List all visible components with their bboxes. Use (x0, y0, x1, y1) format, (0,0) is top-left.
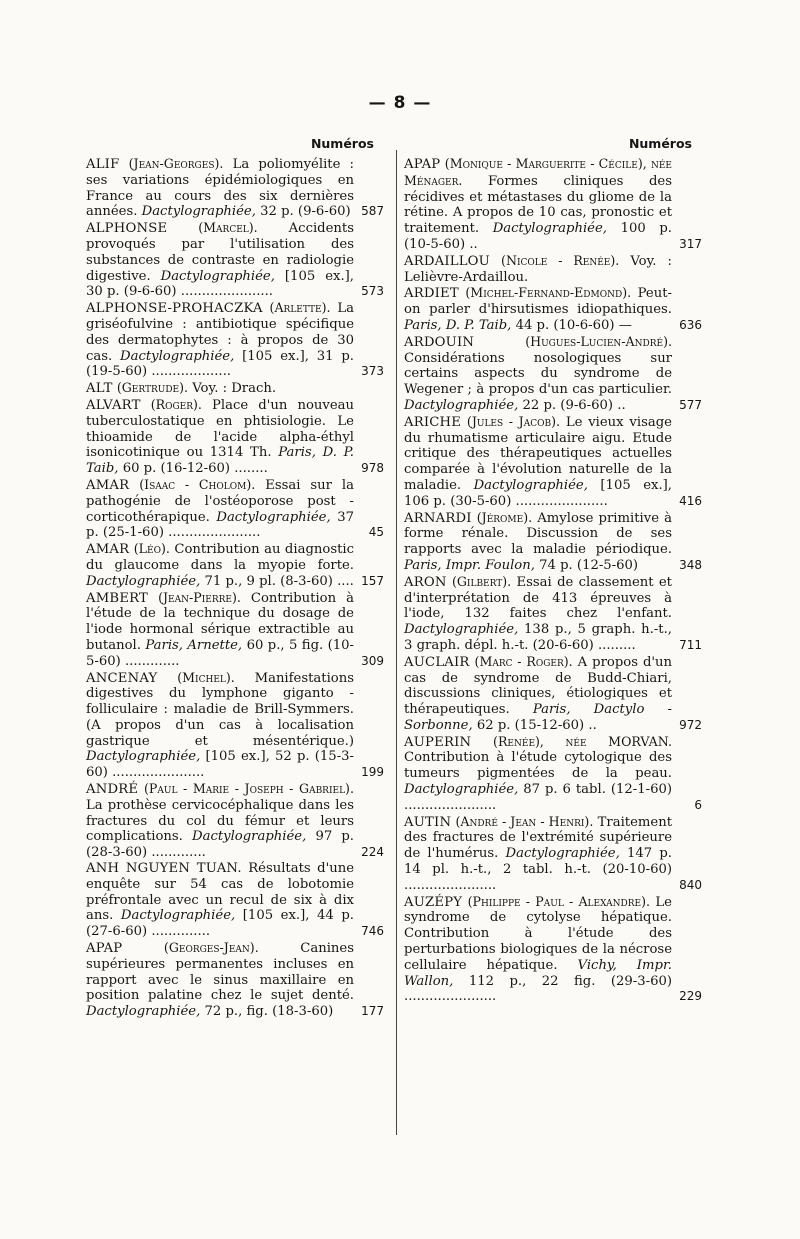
author-name: AUPERIN (404, 734, 472, 750)
left-column (86, 132, 384, 1020)
entry-details: 112 p., 22 fig. (29-3-60) ...................... (404, 973, 672, 1005)
entry-title: Essai de classement et d'interprétation de 413 épreuves à l'iode, 132 faites chez l'enfant. (404, 574, 672, 622)
entry-number: 317 (679, 236, 702, 251)
entry-details: 60 p. (16-12-60) ........ (122, 461, 268, 477)
entry-title: Accidents provoqués par l'utilisation des substances de contraste en radiologie digestive. (86, 221, 354, 284)
author-given-name: (Marc - Roger). (474, 653, 573, 669)
entry-details: 37 p. (25-1-60) ...................... (86, 509, 354, 541)
bibliography-entry (404, 893, 702, 1006)
entry-publisher: Paris, Dactylo - Sorbonne, (404, 702, 672, 733)
entry-number: 577 (679, 397, 702, 412)
entry-details: 22 p. (9-6-60) .. (522, 397, 626, 413)
entry-title: La griséofulvine : antibiotique spécifique des dermatophytes : à propos de 30 cas. (86, 301, 354, 364)
author-given-name: (Renée), née MORVAN. (493, 733, 672, 749)
entry-title: Le syndrome de cytolyse hépatique. Contribution à l'étude des perturbations biologiques de la nécrose cellulaire hépatique. (404, 894, 672, 973)
author-given-name: (Roger). (150, 396, 202, 412)
bibliography-entry (86, 940, 384, 1020)
author-given-name: (Arlette). (269, 300, 331, 316)
entry-details: 138 p., 5 graph. h.-t., 3 graph. dépl. h.-t. (20-6-60) ......... (404, 622, 672, 653)
author-given-name: (Marcel). (198, 220, 258, 236)
bibliography-entry (86, 589, 384, 670)
bibliography-entry (404, 333, 702, 414)
entry-number: 711 (679, 637, 702, 652)
entry-number: 309 (361, 653, 384, 668)
entry-details: 71 p., 9 pl. (8-3-60) .... (204, 573, 354, 589)
entry-details: [105 ex.], 31 p. (19-5-60) ................... (86, 348, 354, 380)
bibliography-entry (86, 380, 376, 397)
entry-title: Peut-on parler d'hirsutismes idiopathiques. (404, 286, 672, 318)
entry-title: Manifestations digestives du lymphone giganto - folliculaire : maladie de Brill-Symmers. (A propos d'un cas à localisation gastrique et mésentérique.) (86, 670, 354, 749)
author-name: ARDIET (404, 286, 459, 302)
author-name: ARON (404, 574, 447, 590)
author-given-name: (Jean-Georges). (128, 156, 224, 171)
bibliography-entry (86, 220, 384, 300)
entry-title: Le vieux visage du rhumatisme articulaire aigu. Etude critique des thérapeutiques actuelles comparée à l'évolution naturelle de la maladie. (404, 414, 672, 493)
entry-title: Contribution au diagnostic du glaucome dans la myopie forte. (86, 542, 354, 573)
author-given-name: (Paul - Marie - Joseph - Gabriel). (143, 781, 354, 797)
entry-number: 636 (679, 317, 702, 332)
entry-title: A propos d'un cas de syndrome de Budd-Chiari, discussions cliniques, étiologiques et thérapeutiques. (404, 654, 672, 718)
author-name: AMBERT (86, 590, 149, 606)
author-given-name: (Gertrude). (116, 380, 189, 396)
entry-number: 840 (679, 877, 702, 892)
entry-publisher: Dactylographiée, (216, 509, 331, 525)
entry-number: 746 (361, 924, 384, 939)
bibliography-entry (86, 476, 384, 541)
entry-number: 229 (679, 989, 702, 1004)
bibliography-entry (404, 253, 694, 286)
entry-title: Formes cliniques des récidives et métastases du gliome de la rétine. A propos de 10 cas, pronostic et traitement. (404, 173, 672, 237)
bibliography-entry (86, 300, 384, 380)
entry-publisher: Dactylographiée, (404, 397, 519, 413)
author-given-name: (Jules - Jacob). (466, 413, 561, 429)
entry-title: La prothèse cervicocéphalique dans les fractures du col du fémur et leurs complications. (86, 797, 354, 845)
entry-details: 147 p. 14 pl. h.-t., 2 tabl. h.-t. (20-10-60) ...................... (404, 846, 672, 893)
author-given-name: (Gilbert). (451, 573, 512, 589)
bibliography-entry (404, 413, 702, 510)
entry-title: Contribution à l'étude cytologique des tumeurs pigmentées de la peau. (404, 750, 672, 782)
bibliography-entry (404, 733, 702, 814)
entry-number: 45 (368, 525, 384, 540)
entry-publisher: Dactylographiée, (86, 1004, 201, 1020)
entry-number: 978 (361, 461, 384, 476)
author-given-name: (Isaac - Cholom). (139, 476, 256, 492)
entry-title: Amylose primitive à forme rénale. Discussion de ses rapports avec la maladie périodique. (404, 510, 672, 558)
author-given-name: (Michel-Fernand-Edmond). (465, 285, 632, 301)
author-given-name: (Monique - Marguerite - Cécile), née Ménager. (404, 156, 672, 188)
author-name: AUZÉPY (404, 894, 463, 910)
author-given-name: (Hugues-Lucien-André). (525, 333, 672, 349)
author-name: AUTIN (404, 814, 452, 830)
entry-details: 60 p., 5 fig. (10-5-60) ............. (86, 637, 355, 669)
entry-publisher: Dactylographiée, (505, 846, 620, 862)
entry-details: 62 p. (15-12-60) .. (476, 717, 597, 733)
author-name: ALT (86, 381, 113, 397)
entry-publisher: Dactylographiée, (120, 348, 235, 364)
entry-details: [105 ex.], 44 p. (27-6-60) .............. (86, 908, 354, 940)
entry-publisher: Paris, Arnette, (145, 637, 243, 653)
entry-number: 573 (361, 284, 384, 299)
author-given-name: (Jérome). (476, 509, 533, 525)
author-given-name: (André - Jean - Henri). (455, 813, 594, 829)
author-given-name: (Philippe - Paul - Alexandre). (467, 893, 651, 909)
entry-details: [105 ex.], 52 p. (15-3-60) ...................... (86, 749, 354, 781)
column-header: Numéros (628, 136, 692, 151)
entry-number: 972 (679, 717, 702, 732)
author-name: ALPHONSE (86, 221, 168, 237)
author-given-name: (Jean-Pierre). (158, 589, 241, 605)
entry-publisher: Vichy, Impr. Wallon, (404, 957, 672, 989)
author-name: ARDAILLOU (404, 253, 490, 269)
entry-number: 199 (361, 765, 384, 780)
entry-list (404, 156, 702, 1005)
entry-details: 74 p. (12-5-60) (539, 557, 639, 573)
entry-publisher: Dactylographiée, (86, 573, 201, 589)
entry-details: 97 p. (28-3-60) ............. (86, 829, 354, 861)
author-given-name: (Nicole - Renée). (501, 252, 620, 268)
column-divider (396, 150, 397, 1135)
entry-publisher: Paris, Impr. Foulon, (404, 557, 535, 573)
author-name: ALPHONSE-PROHACZKA (86, 301, 263, 317)
entry-number: 373 (361, 364, 384, 379)
author-name: ANDRÉ (86, 782, 139, 798)
entry-number: 177 (361, 1004, 384, 1019)
bibliography-entry (404, 285, 702, 333)
author-name: ANCENAY (86, 670, 158, 686)
author-given-name: (Georges-Jean). (163, 940, 259, 956)
author-name: ARNARDI (404, 510, 472, 526)
entry-details: 32 p. (9-6-60) (260, 204, 351, 220)
entry-title: Canines supérieures permanentes incluses en rapport avec le sinus maxillaire en position palatine chez le sujet denté. (86, 941, 354, 1004)
entry-publisher: Paris, D. P. Taib, (404, 317, 512, 333)
entry-title: Contribution à l'étude de la technique du dosage de l'iode hormonal sérique extractible au butanol. (86, 590, 354, 653)
entry-number: 224 (361, 845, 384, 860)
author-given-name: (Michel). (177, 669, 235, 685)
entry-title: Voy. : Lelièvre-Ardaillou. (404, 253, 672, 285)
author-given-name: (Léo). (133, 541, 170, 557)
author-name: ARDOUIN (404, 334, 475, 350)
author-name: ALIF (86, 157, 120, 172)
bibliography-entry (404, 156, 702, 253)
author-name: APAP (86, 941, 123, 957)
entry-publisher: Dactylographiée, (141, 204, 256, 220)
author-name: ARICHE (404, 414, 462, 430)
bibliography-entry (86, 396, 384, 477)
entry-publisher: Dactylographiée, (492, 221, 607, 237)
bibliography-entry (404, 813, 702, 894)
entry-title: Résultats d'une enquête sur 54 cas de lobotomie préfrontale avec un recul de six à dix ans. (86, 861, 355, 924)
column-header: Numéros (310, 136, 374, 151)
entry-number: 587 (361, 204, 384, 219)
entry-number: 157 (361, 573, 384, 588)
author-name: AMAR (86, 542, 130, 558)
entry-details: 72 p., fig. (18-3-60) (204, 1004, 334, 1020)
entry-title: La poliomyélite : ses variations épidémiologiques en France au cours des six dernières années. (86, 157, 354, 220)
bibliography-entry (86, 781, 384, 861)
author-name: ANH NGUYEN TUAN. (86, 861, 242, 877)
entry-details: [105 ex.], 30 p. (9-6-60) ...................... (86, 268, 354, 300)
author-name: AMAR (86, 477, 130, 493)
entry-details: 100 p. (10-5-60) .. (404, 221, 672, 252)
entry-publisher: Dactylographiée, (192, 829, 307, 845)
bibliography-entry (404, 573, 702, 654)
entry-title: Considérations nosologiques sur certains aspects du syndrome de Wegener ; à propos d'un cas particulier. (404, 350, 672, 398)
entry-publisher: Dactylographiée, (120, 908, 236, 924)
entry-publisher: Dactylographiée, (404, 622, 519, 638)
author-name: AUCLAIR (404, 654, 470, 670)
bibliography-entry (86, 156, 384, 220)
entry-publisher: Dactylographiée, (86, 749, 201, 765)
entry-publisher: Dactylographiée, (160, 268, 275, 284)
entry-details: [105 ex.], 106 p. (30-5-60) ...................... (404, 477, 672, 509)
author-name: APAP (404, 157, 441, 172)
page-number: — 8 — (368, 93, 432, 113)
entry-number: 416 (679, 493, 702, 508)
entry-title: Essai sur la pathogénie de l'ostéoporose post - corticothérapique. (86, 477, 354, 525)
entry-title: Place d'un nouveau tuberculostatique en phtisiologie. Le thioamide de l'acide alpha-éthyl isonicotinique ou 1314 Th. (86, 397, 354, 461)
entry-details: 87 p. 6 tabl. (12-1-60) ...................... (404, 782, 672, 813)
entry-number: 6 (694, 797, 702, 812)
entry-publisher: Paris, D. P. Taib, (86, 445, 354, 477)
right-column (404, 132, 702, 1005)
author-name: ALVART (86, 397, 141, 413)
entry-publisher: Dactylographiée, (473, 477, 588, 493)
entry-title: Traitement des fractures de l'extrémité supérieure de l'humérus. (404, 814, 672, 862)
entry-title: Voy. : Drach. (192, 381, 277, 397)
entry-number: 348 (679, 557, 702, 572)
bibliography-entry (86, 669, 384, 782)
bibliography-entry (404, 653, 702, 734)
bibliography-entry (86, 541, 384, 589)
entry-publisher: Dactylographiée, (404, 782, 519, 798)
entry-list (86, 156, 384, 1020)
bibliography-entry (86, 861, 384, 940)
bibliography-entry (404, 509, 702, 574)
entry-details: 44 p. (10-6-60) — (515, 317, 632, 333)
